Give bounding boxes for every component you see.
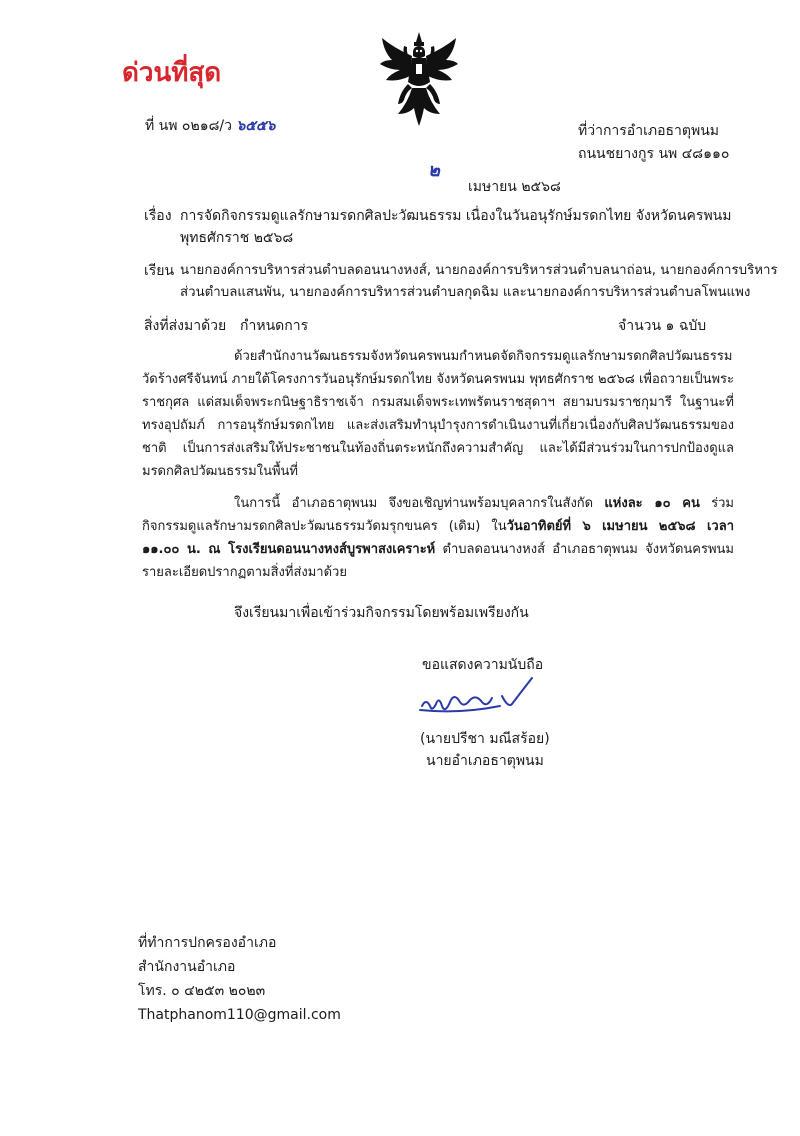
footer-phone: โทร. ๐ ๔๒๕๓ ๒๐๒๓ — [138, 983, 266, 999]
body-paragraph-3: จึงเรียนมาเพื่อเข้าร่วมกิจกรรมโดยพร้อมเพรียงกัน — [234, 605, 529, 621]
sender-address: ถนนชยางกูร นพ ๔๘๑๑๐ — [578, 146, 730, 162]
recipient-line-2: ส่วนตำบลแสนพัน, นายกองค์การบริหารส่วนตำบลกุดฉิม และนายกองค์การบริหารส่วนตำบลโพนแพง — [180, 285, 751, 300]
date-day — [428, 162, 440, 181]
enclosure-quantity: จำนวน ๑ ฉบับ — [618, 318, 707, 334]
enclosure-item: กำหนดการ — [240, 318, 309, 334]
handwritten-day: ๒ — [428, 160, 440, 181]
closing-regards: ขอแสดงความนับถือ — [422, 657, 544, 673]
footer-office: ที่ทำการปกครองอำเภอ — [138, 935, 277, 951]
sender-office: ที่ว่าการอำเภอธาตุพนม — [578, 123, 720, 139]
body-paragraph-1: ด้วยสำนักงานวัฒนธรรมจังหวัดนครพนมกำหนดจัดกิจกรรมดูแลรักษามรดกศิลปวัฒนธรรม วัดร้างศรีจันทน์ ภายใต้โครงการวันอนุรักษ์มรดกไทย จังหวัดนครพนม พุทธศักราช ๒๕๖๘ เพื่อถวายเป็นพระราชกุศล แด่สมเด็จพระกนิษฐาธิราชเจ้า กรมสมเด็จพระเทพรัตนราชสุดาฯ สยามบรมราชกุมารี ในฐานะที่ทรงอุปถัมภ์ การอนุรักษ์มรดกไทย และส่งเสริมทำนุบำรุงการดำเนินงานที่เกี่ยวเนื่องกับศิลปวัฒนธรรมของชาติ เป็นการส่งเสริมให้ประชาชนในท้องถิ่นตระหนักถึงความสำคัญ และได้มีส่วนร่วมในการปกป้องดูแล มรดกศิลปวัฒนธรรมในพื้นที่ — [142, 349, 734, 479]
recipient-label: เรียน — [144, 263, 175, 279]
signature — [416, 676, 546, 720]
para2-text-a: ในการนี้ อำเภอธาตุพนม จึงขอเชิญท่านพร้อมบุคลากรในสังกัด — [234, 496, 605, 511]
handwritten-reference: ๖๕๕๖ — [236, 118, 276, 134]
footer-section: สำนักงานอำเภอ — [138, 959, 236, 975]
para2-bold-participants: แห่งละ ๑๐ คน — [604, 496, 700, 511]
urgency-label: ด่วนที่สุด — [122, 58, 222, 88]
subject-line-1: การจัดกิจกรรมดูแลรักษามรดกศิลปะวัฒนธรรม เนื่องในวันอนุรักษ์มรดกไทย จังหวัดนครพนม — [180, 208, 732, 224]
date-month-year: เมษายน ๒๕๖๘ — [468, 179, 561, 195]
enclosure-label: สิ่งที่ส่งมาด้วย — [144, 318, 227, 334]
subject-label: เรื่อง — [144, 208, 172, 224]
para2-bold-datetime-venue: วันอาทิตย์ที่ ๖ เมษายน ๒๕๖๘ เวลา ๑๑.๐๐ น. ณ โรงเรียนดอนนางหงส์บูรพาสงเคราะห์ — [142, 519, 734, 557]
garuda-emblem-icon — [378, 30, 460, 128]
body-paragraph-2 — [142, 492, 734, 584]
para2-text-c: ร่วมกิจกรรมดูแลรักษามรดกศิลปะวัฒนธรรมวัดมรุกขนคร (เดิม) ใน — [142, 496, 735, 534]
signatory-name: (นายปรีชา มณีสร้อย) — [420, 731, 550, 747]
para2-text-e: ตำบลดอนนางหงส์ อำเภอธาตุพนม จังหวัดนครพนม รายละเอียดปรากฏตามสิ่งที่ส่งมาด้วย — [142, 542, 734, 580]
recipient-line-1: นายกองค์การบริหารส่วนตำบลดอนนางหงส์, นายกองค์การบริหารส่วนตำบลนาถ่อน, นายกองค์การบริหาร — [180, 263, 778, 278]
subject-line-2: พุทธศักราช ๒๕๖๘ — [180, 230, 294, 246]
reference-prefix: ที่ นพ ๐๒๑๘/ว — [145, 118, 232, 134]
footer-email: Thatphanom110@gmail.com — [138, 1007, 341, 1023]
signatory-position: นายอำเภอธาตุพนม — [426, 753, 544, 769]
reference-number — [145, 117, 275, 135]
